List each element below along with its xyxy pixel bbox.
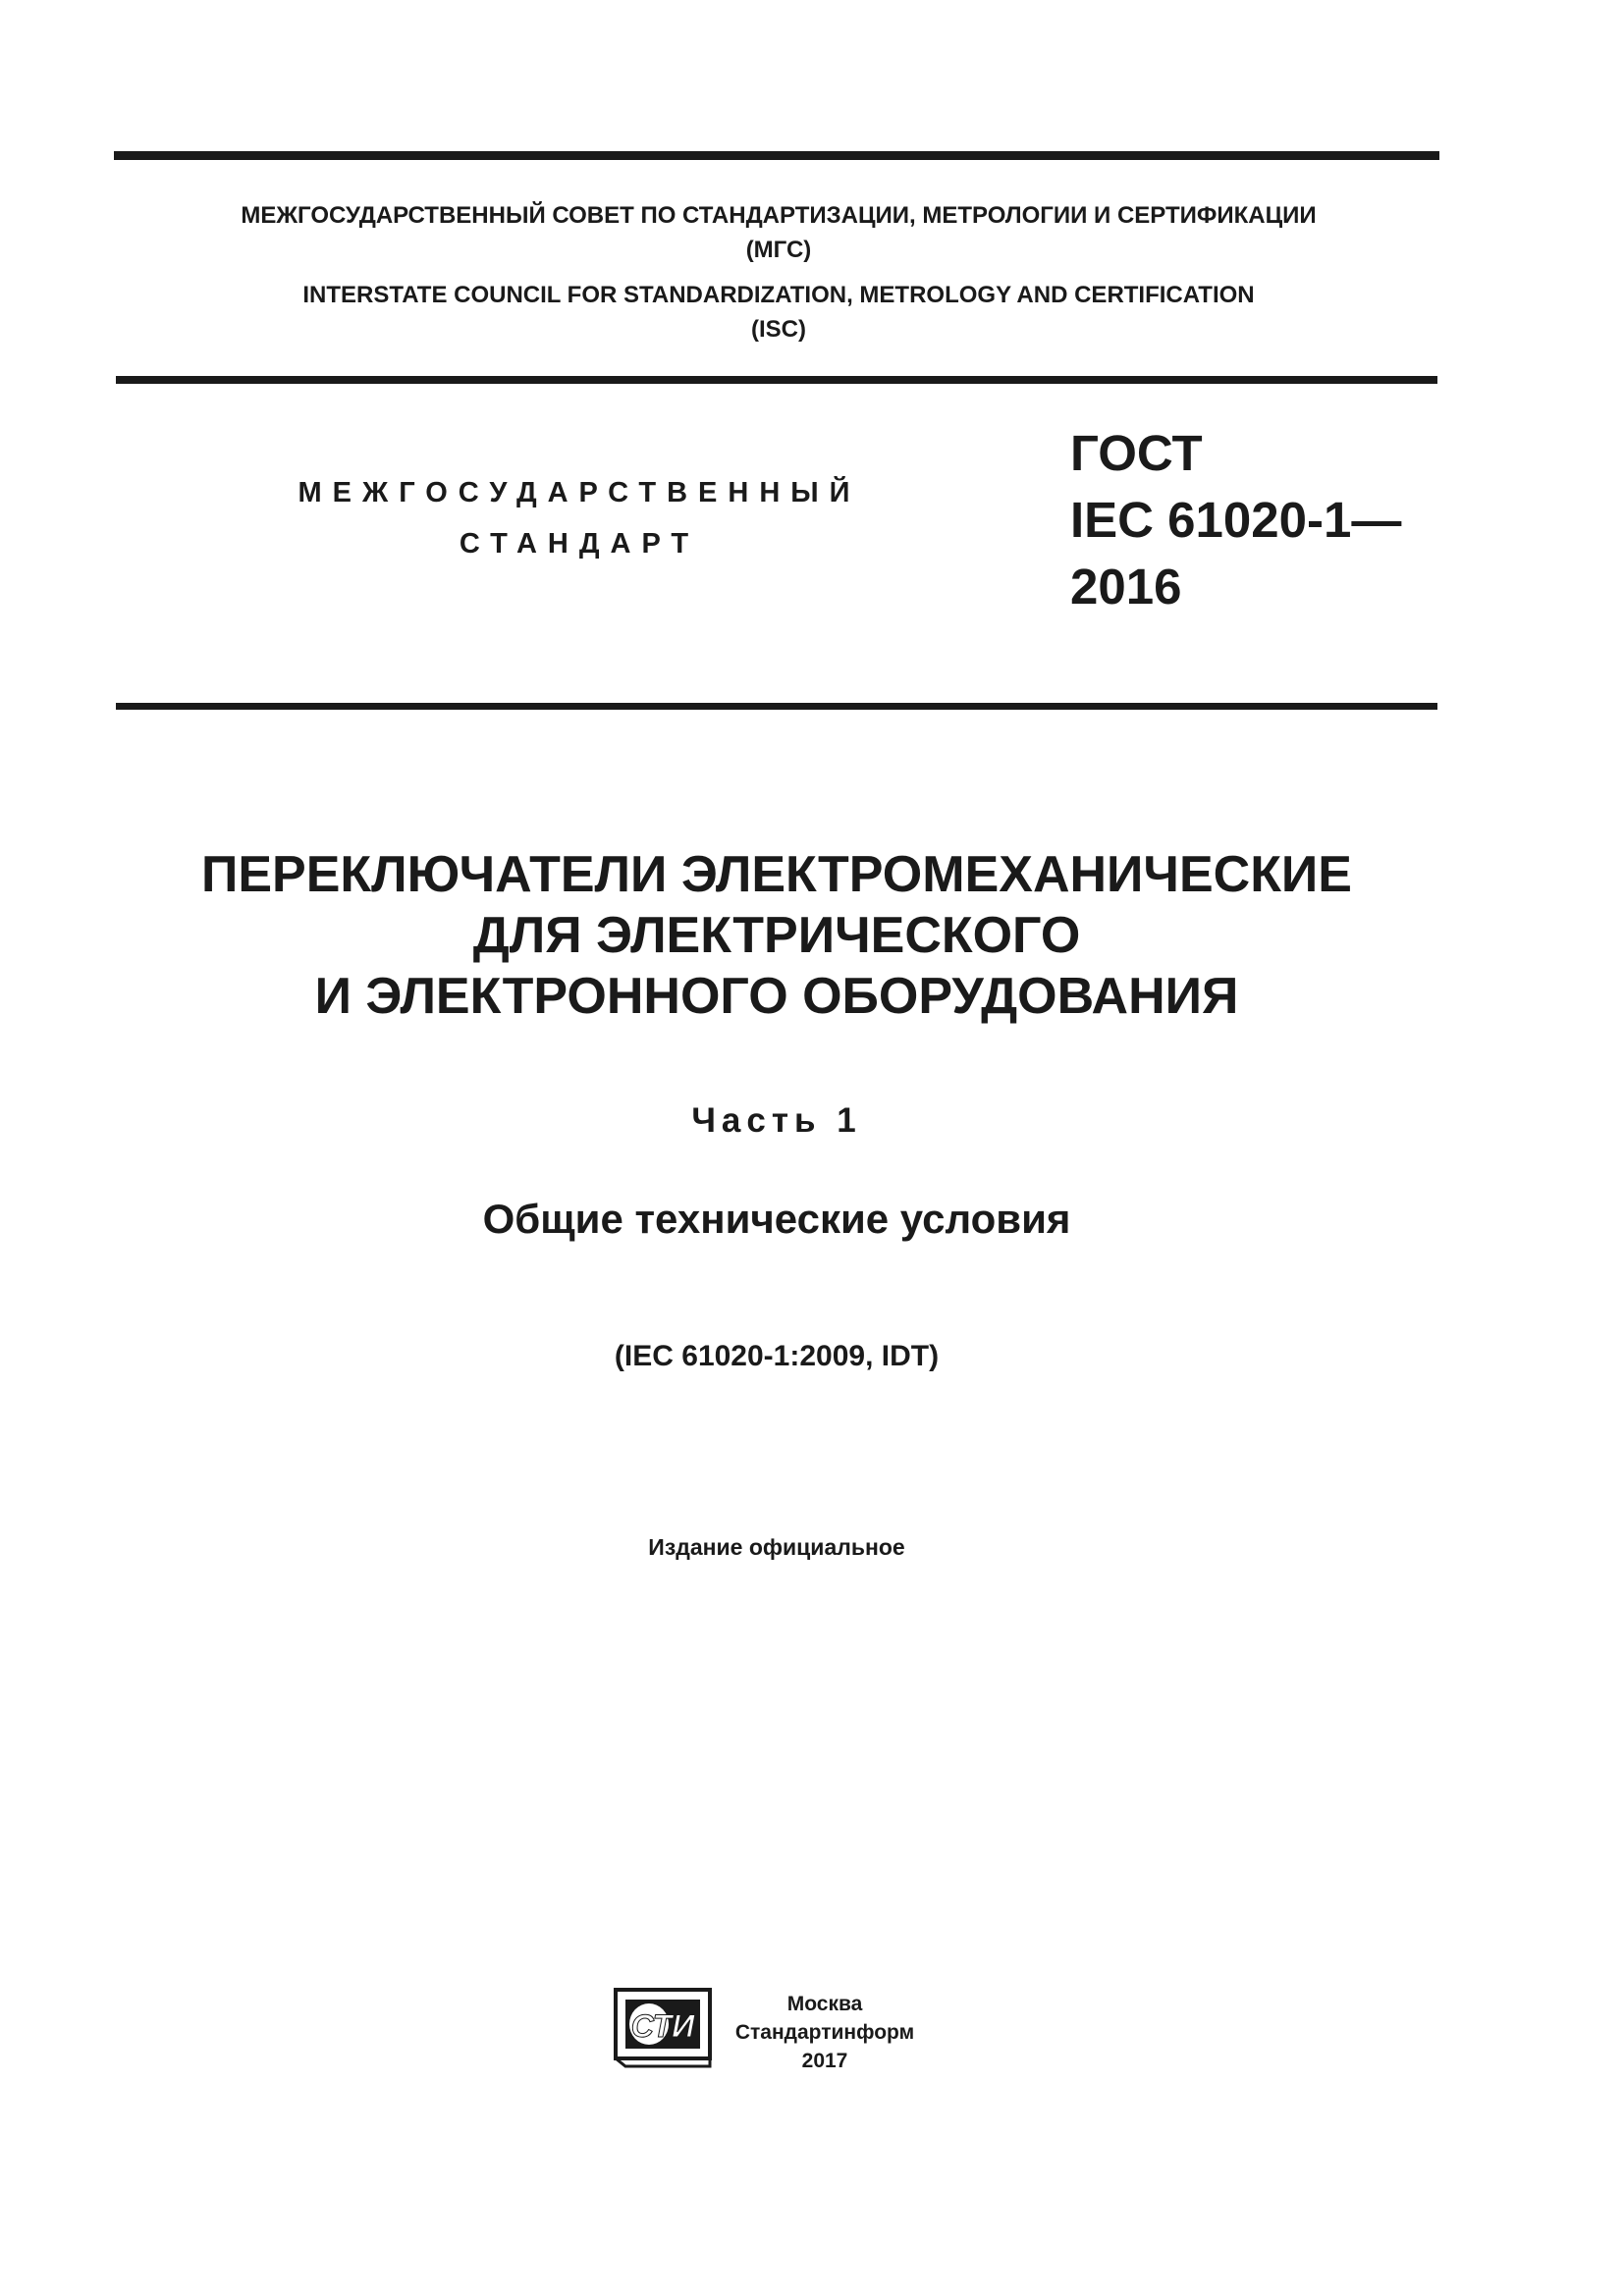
council-name-en-text: INTERSTATE COUNCIL FOR STANDARDIZATION, METROLOGY AND CERTIFICATION — [302, 282, 1255, 308]
publisher-imprint — [722, 1990, 928, 2075]
standard-designation — [1070, 420, 1401, 620]
publisher-city: Москва — [786, 1993, 863, 2015]
standard-kind-line1: МЕЖГОСУДАРСТВЕННЫЙ — [298, 477, 861, 508]
publisher-name: Стандартинформ — [734, 2021, 915, 2044]
middle-rule — [116, 376, 1437, 384]
council-abbr-ru: (МГС) — [745, 237, 812, 263]
title-line1: ПЕРЕКЛЮЧАТЕЛИ ЭЛЕКТРОМЕХАНИЧЕСКИЕ — [200, 846, 1352, 903]
designation-line2: IEC 61020-1— — [1070, 492, 1402, 548]
document-title — [116, 844, 1437, 1027]
standard-kind-line2: СТАНДАРТ — [459, 528, 700, 560]
iec-reference: (IEC 61020-1:2009, IDT) — [614, 1340, 940, 1372]
designation-line3: 2016 — [1070, 559, 1182, 614]
title-line3: И ЭЛЕКТРОННОГО ОБОРУДОВАНИЯ — [314, 968, 1239, 1025]
part-number: Часть 1 — [691, 1101, 862, 1140]
top-rule — [114, 151, 1439, 160]
document-subtitle: Общие технические условия — [482, 1196, 1071, 1242]
publisher-year: 2017 — [801, 2050, 848, 2072]
council-name-en — [116, 278, 1441, 347]
standard-kind — [236, 467, 923, 569]
standartinform-logo — [614, 1988, 712, 2068]
council-name-ru-text: МЕЖГОСУДАРСТВЕННЫЙ СОВЕТ ПО СТАНДАРТИЗАЦИИ, МЕТРОЛОГИИ И СЕРТИФИКАЦИИ — [241, 202, 1317, 229]
edition-note: Издание официальное — [648, 1534, 905, 1560]
lower-rule — [116, 703, 1437, 710]
designation-line1: ГОСТ — [1070, 425, 1203, 481]
title-line2: ДЛЯ ЭЛЕКТРИЧЕСКОГО — [472, 907, 1081, 964]
council-abbr-en: (ISC) — [751, 316, 806, 343]
logo-lettering: СТИ — [630, 2008, 695, 2044]
council-name-ru — [116, 198, 1441, 267]
